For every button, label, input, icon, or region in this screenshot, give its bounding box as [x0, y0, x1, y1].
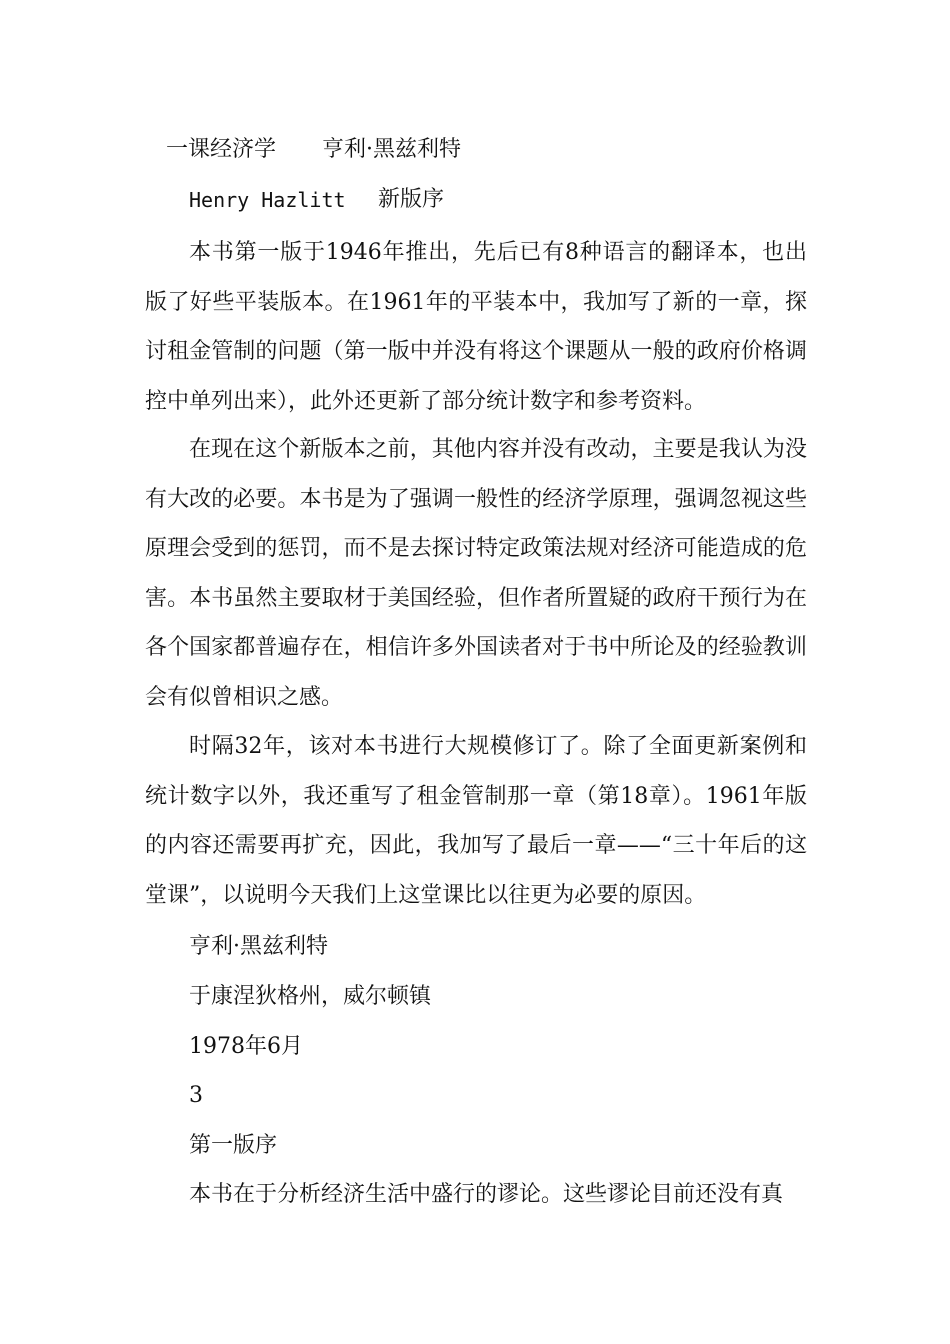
next-section-heading: 第一版序 [189, 1133, 278, 1158]
author-english-name: Henry Hazlitt [189, 188, 346, 212]
section-heading: 新版序 [378, 187, 445, 212]
signature-date: 1978年6月 [189, 1034, 303, 1059]
signature-name: 亨利·黑兹利特 [189, 934, 328, 959]
paragraph-2: 在现在这个新版本之前，其他内容并没有改动，主要是我认为没有大改的必要。本书是为了强调一般性的经济学原理，强调忽视这些原理会受到的惩罚，而不是去探讨特定政策法规对经济可能造成的危害。本书虽然主要取材于美国经验，但作者所置疑的政府干预行为在各个国家都普遍存在，相信许多外国读者对于书中所论及的经验教训会有似曾相识之感。 [145, 437, 807, 710]
paragraph-3: 时隔32年，该对本书进行大规模修订了。除了全面更新案例和统计数字以外，我还重写了租金管制那一章（第18章）。1961年版的内容还需要再扩充，因此，我加写了最后一章——“三十年后的这堂课”，以说明今天我们上这堂课比以往更为必要的原因。 [145, 734, 807, 908]
next-section-first-line: 本书在于分析经济生活中盛行的谬论。这些谬论目前还没有真 [189, 1182, 784, 1207]
author-chinese-name: 亨利·黑兹利特 [322, 137, 461, 162]
book-title: 一课经济学 [166, 137, 277, 162]
paragraph-1: 本书第一版于1946年推出，先后已有8种语言的翻译本，也出版了好些平装版本。在1961年的平装本中，我加写了新的一章，探讨租金管制的问题（第一版中并没有将这个课题从一般的政府价格调控中单列出来），此外还更新了部分统计数字和参考资料。 [145, 240, 807, 414]
page-number: 3 [189, 1083, 203, 1108]
signature-place: 于康涅狄格州，威尔顿镇 [189, 984, 432, 1009]
